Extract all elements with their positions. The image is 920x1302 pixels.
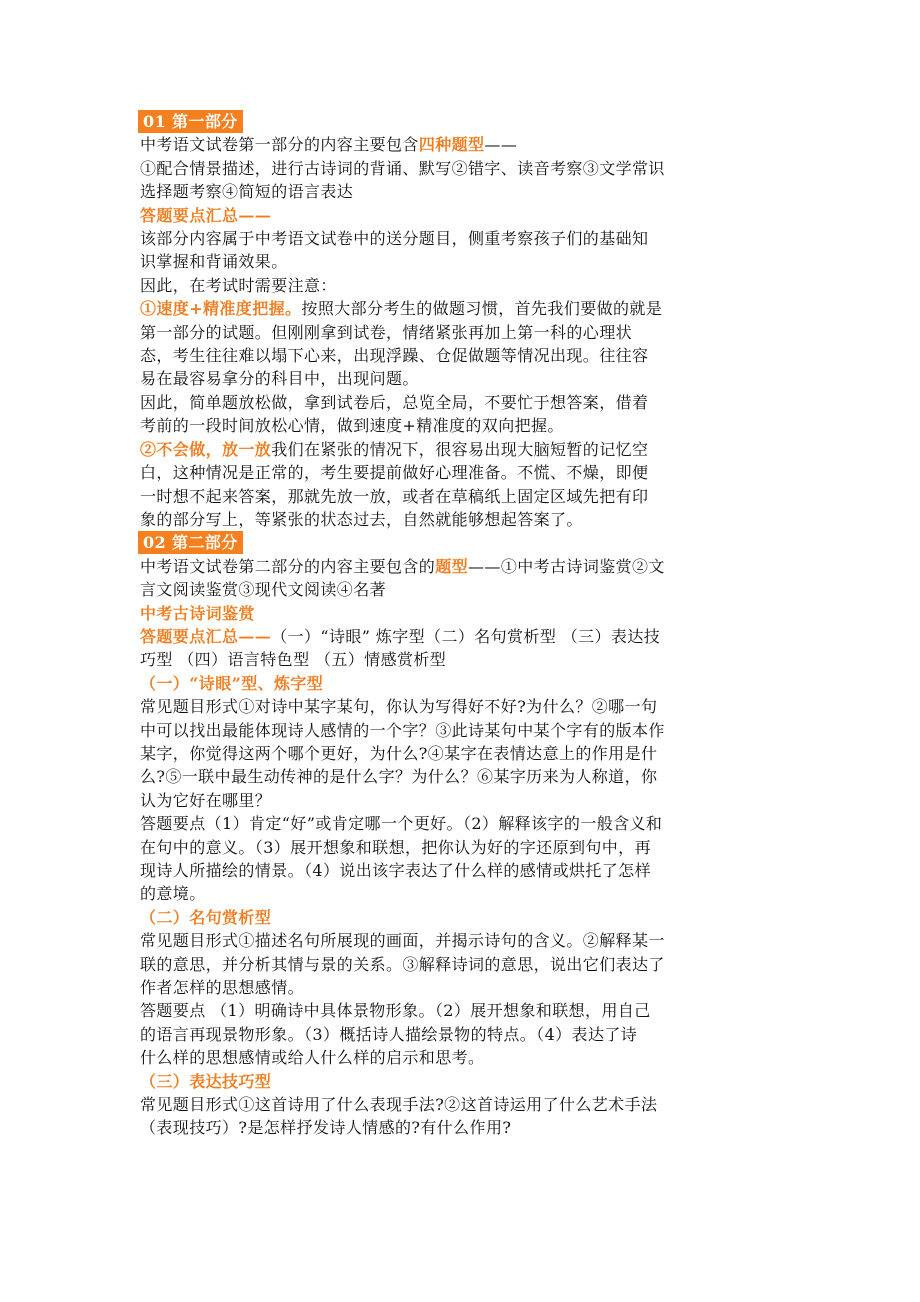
paragraph-line: 中可以找出最能体现诗人感情的一个字？③此诗某句中某个字有的版本作 <box>140 720 665 740</box>
paragraph-line: 常见题目形式①描述名句所展现的画面，并揭示诗句的含义。②解释某一 <box>140 931 665 951</box>
paragraph-line: 言文阅读鉴赏③现代文阅读④名著 <box>140 580 387 600</box>
paragraph-line: 答题要点汇总——（一）“诗眼” 炼字型（二）名句赏析型 （三）表达技 <box>140 626 661 646</box>
paragraph-line: 巧型 （四）语言特色型 （五）情感赏析型 <box>140 650 447 670</box>
paragraph-line: 联的意思，并分析其情与景的关系。③解释诗词的意思，说出它们表达了 <box>140 954 665 974</box>
paragraph-line: 该部分内容属于中考语文试卷中的送分题目，侧重考察孩子们的基础知 <box>140 229 649 249</box>
paragraph-line: 作者怎样的思想感情。 <box>140 978 305 998</box>
paragraph-line: 因此，在考试时需要注意： <box>140 275 337 295</box>
paragraph-line: 一时想不起来答案，那就先放一放，或者在草稿纸上固定区域先把有印 <box>140 486 649 506</box>
paragraph-line: 态，考生往往难以塌下心来，出现浮躁、仓促做题等情况出现。往往容 <box>140 346 649 366</box>
paragraph-line: 的意境。 <box>140 884 206 904</box>
subheading: （三）表达技巧型 <box>140 1071 272 1091</box>
section-heading-part2 <box>140 531 780 554</box>
paragraph-line: 中考语文试卷第二部分的内容主要包含的题型——①中考古诗词鉴赏②文 <box>140 556 665 576</box>
paragraph-line: 答题要点 （1）明确诗中具体景物形象。（2）展开想象和联想，用自己 <box>140 1001 651 1021</box>
paragraph-line: 白，这种情况是正常的，考生要提前做好心理准备。不慌、不燥，即便 <box>140 463 649 483</box>
subheading: 答题要点汇总—— <box>140 205 272 225</box>
paragraph-line: 象的部分写上，等紧张的状态过去，自然就能够想起答案了。 <box>140 509 583 529</box>
paragraph-line: 么?⑤一联中最生动传神的是什么字？为什么？⑥某字历来为人称道，你 <box>140 767 658 787</box>
highlight-text: ②不会做，放一放 <box>140 439 272 459</box>
paragraph-line: 识掌握和背诵效果。 <box>140 252 288 272</box>
paragraph-line: 选择题考察④简短的语言表达 <box>140 182 354 202</box>
paragraph-line: 常见题目形式①这首诗用了什么表现手法?②这首诗运用了什么艺术手法 <box>140 1095 658 1115</box>
paragraph-line: 易在最容易拿分的科目中，出现问题。 <box>140 369 419 389</box>
paragraph-line: 某字，你觉得这两个哪个更好，为什么?④某字在表情达意上的作用是什 <box>140 743 658 763</box>
highlight-text: 四种题型 <box>418 135 485 155</box>
paragraph-line: 考前的一段时间放松心情，做到速度+精准度的双向把握。 <box>140 416 564 436</box>
paragraph-line: ①配合情景描述，进行古诗词的背诵、默写②错字、读音考察③文学常识 <box>140 158 665 178</box>
subheading: （一）“诗眼”型、炼字型 <box>140 673 324 693</box>
paragraph-line: 中考语文试卷第一部分的内容主要包含四种题型—— <box>140 135 518 155</box>
section-heading-part1 <box>140 110 780 133</box>
paragraph-line: 答题要点（1）肯定“好”或肯定哪一个更好。（2）解释该字的一般含义和 <box>140 814 663 834</box>
article-body <box>140 110 780 1140</box>
highlight-text: 题型 <box>435 556 469 576</box>
paragraph-line: ①速度+精准度把握。按照大部分考生的做题习惯，首先我们要做的就是 <box>140 299 663 319</box>
highlight-text: ①速度+精准度把握。 <box>140 299 302 319</box>
paragraph-line: （表现技巧）?是怎样抒发诗人情感的?有什么作用? <box>140 1118 512 1138</box>
paragraph-line: 第一部分的试题。但刚刚拿到试卷，情绪紧张再加上第一科的心理状 <box>140 322 633 342</box>
highlight-text: 答题要点汇总—— <box>140 626 272 646</box>
paragraph-line: 现诗人所描绘的情景。（4）说出该字表达了什么样的感情或烘托了怎样 <box>140 861 651 880</box>
paragraph-line: ②不会做，放一放我们在紧张的情况下，很容易出现大脑短暂的记忆空 <box>140 439 649 459</box>
section-badge: 02 第二部分 <box>138 531 243 554</box>
section-badge: 01 第一部分 <box>138 110 243 133</box>
paragraph-line: 在句中的意义。（3）展开想象和联想，把你认为好的字还原到句中，再 <box>140 837 651 857</box>
paragraph-line: 常见题目形式①对诗中某字某句，你认为写得好不好?为什么？②哪一句 <box>140 697 658 717</box>
paragraph-line: 认为它好在哪里？ <box>140 790 272 810</box>
paragraph-line: 因此，简单题放松做，拿到试卷后，总览全局，不要忙于想答案，借着 <box>140 392 649 412</box>
paragraph-line: 的语言再现景物形象。（3）概括诗人描绘景物的特点。（4）表达了诗 <box>140 1024 638 1044</box>
subheading: （二）名句赏析型 <box>140 907 272 927</box>
subheading: 中考古诗词鉴赏 <box>140 603 255 623</box>
paragraph-line: 什么样的思想感情或给人什么样的启示和思考。 <box>140 1048 485 1068</box>
